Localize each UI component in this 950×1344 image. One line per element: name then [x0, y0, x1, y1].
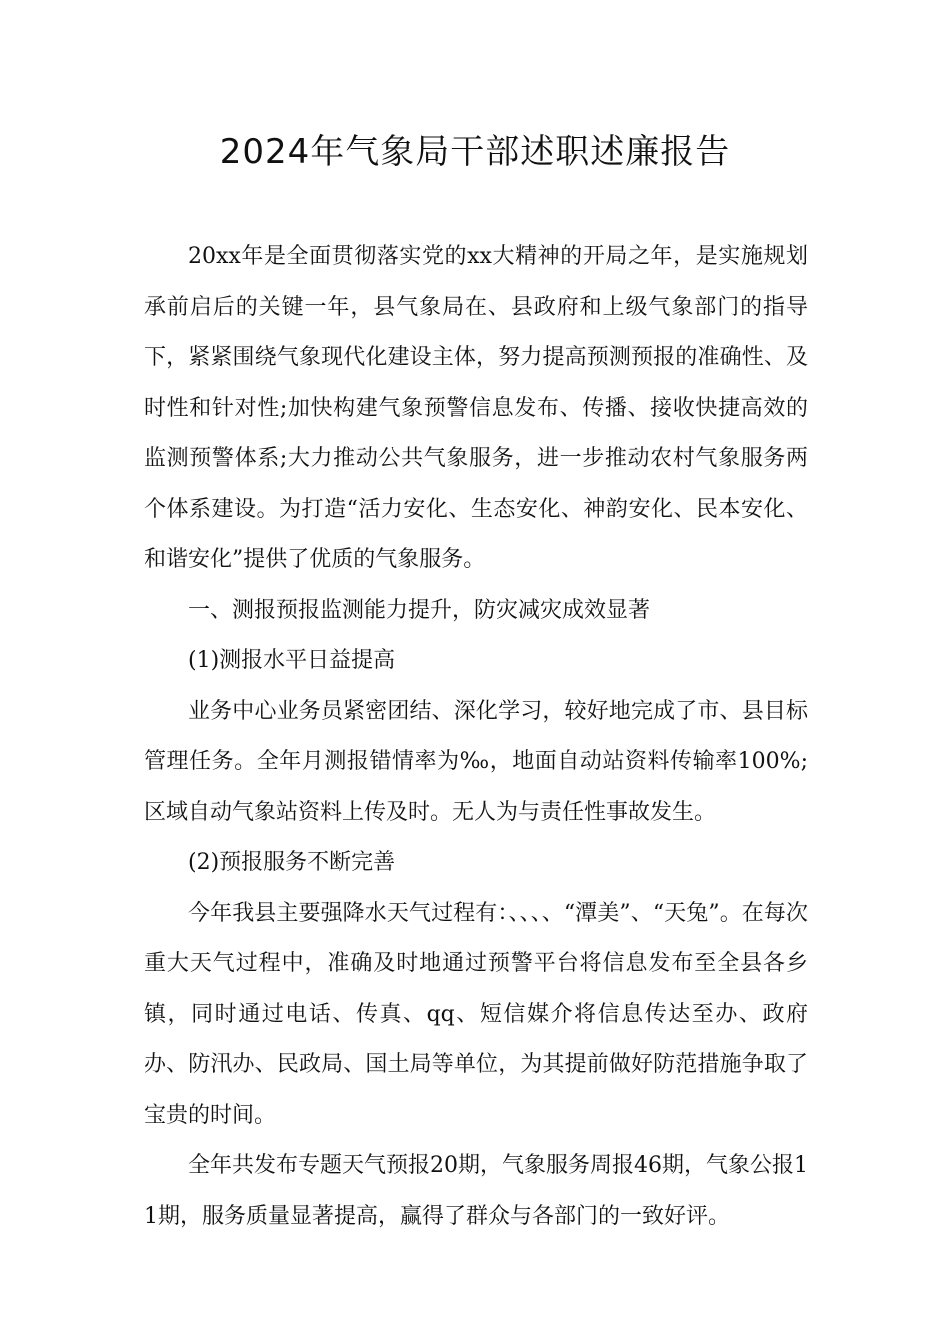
paragraph-intro: 20xx年是全面贯彻落实党的xx大精神的开局之年，是实施规划承前启后的关键一年，县气象局在、县政府和上级气象部门的指导下，紧紧围绕气象现代化建设主体，努力提高预测预报的准确性、及时性和针对性;加快构建气象预警信息发布、传播、接收快捷高效的监测预警体系;大力推动公共气象服务，进一步推动农村气象服务两个体系建设。为打造“活力安化、生态安化、神韵安化、民本安化、和谐安化”提供了优质的气象服务。 — [144, 244, 808, 572]
subsection-heading-1: (1)测报水平日益提高 — [188, 648, 396, 673]
document-title: 2024年气象局干部述职述廉报告 — [219, 132, 731, 172]
section-heading-1: 一、测报预报监测能力提升，防灾减灾成效显著 — [188, 597, 651, 623]
subsection-heading-2: (2)预报服务不断完善 — [188, 850, 396, 875]
paragraph-forecast-service: 今年我县主要强降水天气过程有：、、、、“潭美”、“天兔”。在每次重大天气过程中，准确及时地通过预警平台将信息发布至全县各乡镇，同时通过电话、传真、qq、短信媒介将信息传达至办、政府办、防汛办、民政局、国土局等单位，为其提前做好防范措施争取了宝贵的时间。 — [144, 900, 808, 1128]
paragraph-observation: 业务中心业务员紧密团结、深化学习，较好地完成了市、县目标管理任务。全年月测报错情率为‰，地面自动站资料传输率100%;区域自动气象站资料上传及时。无人为与责任性事故发生。 — [144, 698, 808, 825]
paragraph-annual-summary: 全年共发布专题天气预报20期，气象服务周报46期，气象公报11期，服务质量显著提高，赢得了群众与各部门的一致好评。 — [144, 1153, 808, 1229]
document-body — [144, 232, 808, 1242]
